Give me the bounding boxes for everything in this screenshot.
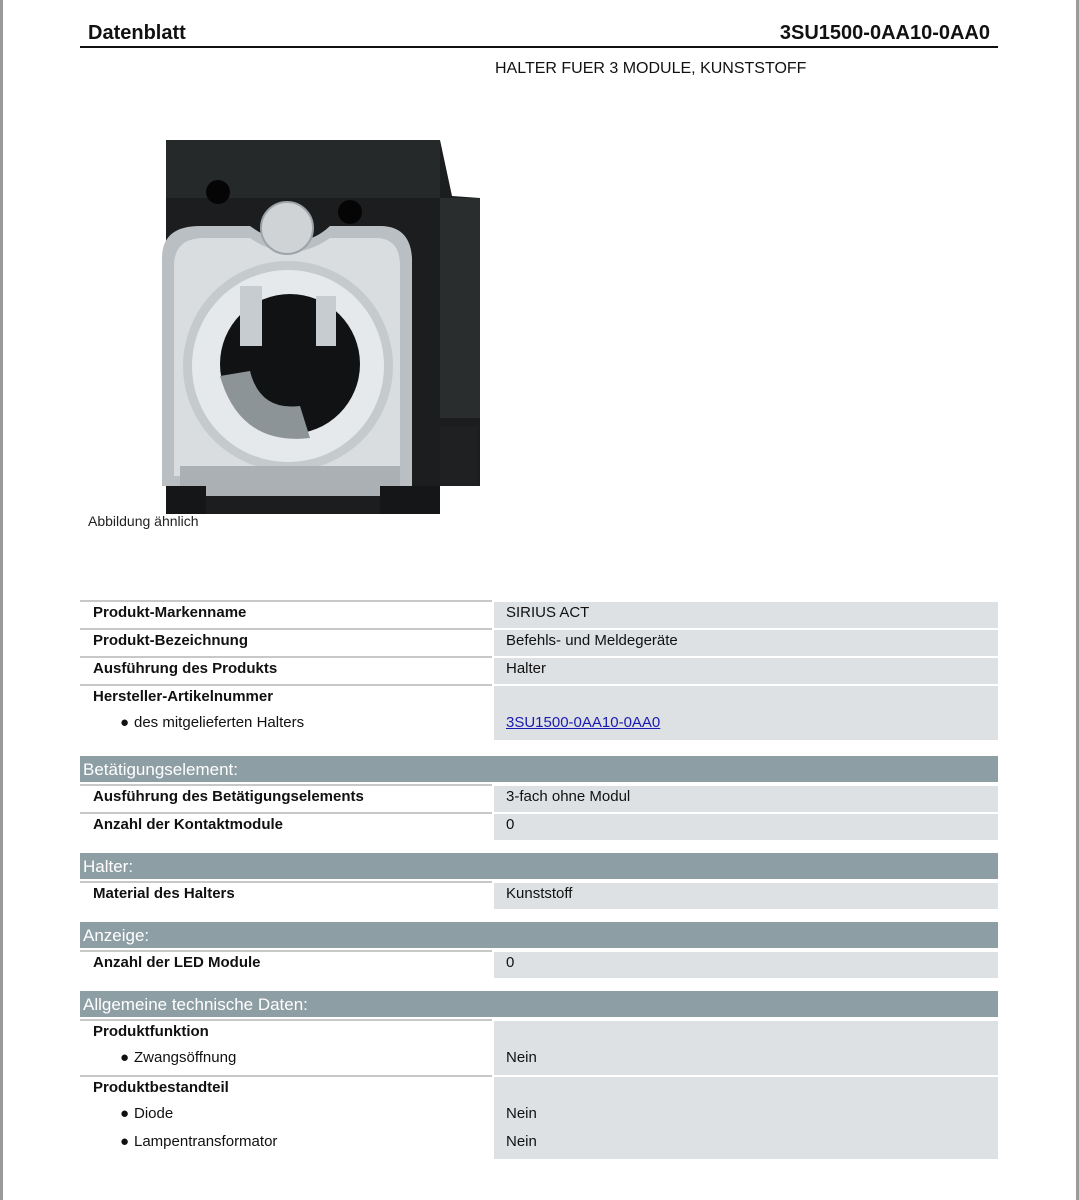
- bullet-icon: ●: [120, 714, 130, 731]
- table-row: [80, 1047, 998, 1075]
- table-row: [80, 1131, 998, 1159]
- table-row: [80, 784, 998, 812]
- table-row: [80, 881, 998, 909]
- row-label-text: Lampentransformator: [134, 1133, 278, 1150]
- row-label: Produktbestandteil: [80, 1075, 492, 1103]
- row-label: [80, 712, 492, 740]
- row-value: 0: [494, 812, 998, 840]
- actuator-section: [80, 756, 998, 840]
- row-value: Nein: [494, 1131, 998, 1159]
- table-row: [80, 1075, 998, 1103]
- row-value: 3-fach ohne Modul: [494, 784, 998, 812]
- table-row: [80, 684, 998, 712]
- image-caption: Abbildung ähnlich: [88, 513, 199, 529]
- table-row: [80, 1019, 998, 1047]
- table-row: [80, 1103, 998, 1131]
- row-value: Nein: [494, 1047, 998, 1075]
- row-label-text: des mitgelieferten Halters: [134, 714, 305, 731]
- row-label: [80, 1103, 492, 1131]
- table-row: [80, 656, 998, 684]
- datasheet-header: [80, 18, 998, 48]
- row-label: Anzahl der LED Module: [80, 950, 492, 978]
- row-label: Produkt-Markenname: [80, 600, 492, 628]
- general-table: [80, 600, 998, 740]
- section-header: Halter:: [80, 853, 998, 881]
- row-label: Produkt-Bezeichnung: [80, 628, 492, 656]
- product-description: HALTER FUER 3 MODULE, KUNSTSTOFF: [495, 60, 807, 77]
- bullet-icon: ●: [120, 1133, 130, 1150]
- bullet-icon: ●: [120, 1049, 130, 1066]
- section-header: Allgemeine technische Daten:: [80, 991, 998, 1019]
- tech-section: [80, 991, 998, 1159]
- row-value: [494, 712, 998, 740]
- table-row: [80, 950, 998, 978]
- bullet-icon: ●: [120, 1105, 130, 1122]
- row-value: Befehls- und Meldegeräte: [494, 628, 998, 656]
- row-value: 0: [494, 950, 998, 978]
- table-row: [80, 600, 998, 628]
- datasheet-title: Datenblatt: [88, 22, 186, 44]
- holder-3-modules-photo-icon: [140, 126, 500, 516]
- row-value: [494, 684, 998, 712]
- section-header: Betätigungselement:: [80, 756, 998, 784]
- row-value: Kunststoff: [494, 881, 998, 909]
- row-value: SIRIUS ACT: [494, 600, 998, 628]
- table-row: [80, 712, 998, 740]
- row-label-text: Zwangsöffnung: [134, 1049, 237, 1066]
- display-section: [80, 922, 998, 978]
- row-value: Halter: [494, 656, 998, 684]
- row-label: Anzahl der Kontaktmodule: [80, 812, 492, 840]
- row-value: [494, 1075, 998, 1103]
- article-link[interactable]: 3SU1500-0AA10-0AA0: [506, 714, 661, 731]
- page-border-left: [0, 0, 3, 1200]
- holder-section: [80, 853, 998, 909]
- row-label: [80, 1131, 492, 1159]
- row-label: Produktfunktion: [80, 1019, 492, 1047]
- row-label: Material des Halters: [80, 881, 492, 909]
- section-header: Anzeige:: [80, 922, 998, 950]
- table-row: [80, 628, 998, 656]
- row-label: [80, 1047, 492, 1075]
- table-row: [80, 812, 998, 840]
- row-value: [494, 1019, 998, 1047]
- article-number: 3SU1500-0AA10-0AA0: [779, 22, 990, 44]
- row-label: Ausführung des Betätigungselements: [80, 784, 492, 812]
- row-value: Nein: [494, 1103, 998, 1131]
- row-label-text: Diode: [134, 1105, 174, 1122]
- product-image: [140, 126, 500, 516]
- row-label: Hersteller-Artikelnummer: [80, 684, 492, 712]
- row-label: Ausführung des Produkts: [80, 656, 492, 684]
